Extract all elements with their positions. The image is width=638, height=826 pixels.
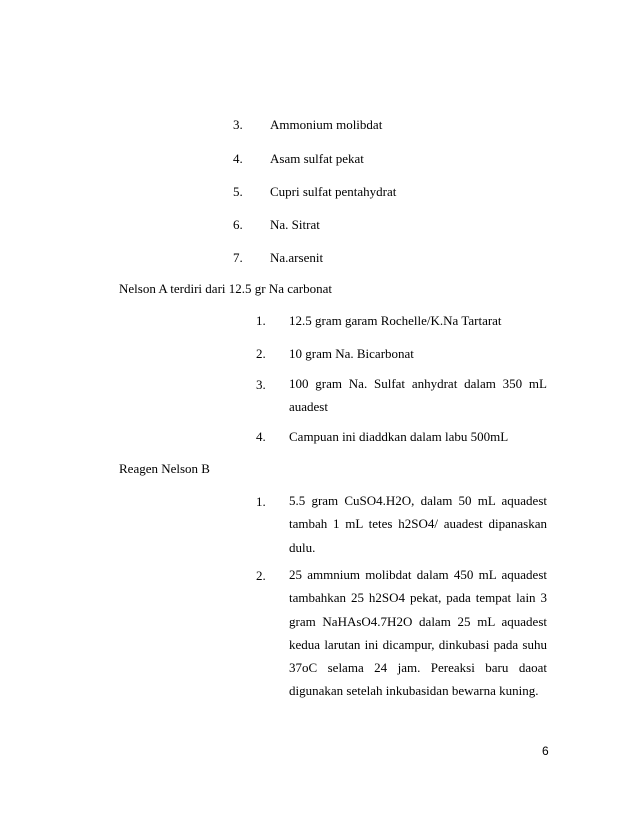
list-a-item-text: Asam sulfat pekat	[270, 151, 364, 166]
list-a-item-number: 6.	[233, 217, 243, 232]
list-b-item-text: Campuan ini diaddkan dalam labu 500mL	[289, 429, 509, 444]
list-b-item-number: 4.	[256, 429, 266, 444]
list-c-item-number: 1.	[256, 494, 266, 509]
list-a-item-text: Ammonium molibdat	[270, 117, 383, 132]
list-c-item-text: 25 ammnium molibdat dalam 450 mL aquadest tambahkan 25 h2SO4 pekat, pada tempat lain 3 gram NaHAsO4.7H2O dalam 25 mL aquadest kedua larutan ini dicampur, dinkubasi pada suhu 37oC selama 24 jam. Pereaksi baru daoat digunakan setelah inkubasidan bewarna kuning.	[289, 567, 547, 699]
list-a-item-number: 7.	[233, 250, 243, 265]
nelson-b-heading: Reagen Nelson B	[119, 461, 210, 476]
nelson-a-heading: Nelson A terdiri dari 12.5 gr Na carbonat	[119, 281, 332, 296]
list-b-item-text: 100 gram Na. Sulfat anhydrat dalam 350 mL auadest	[289, 376, 547, 415]
list-b-item-number: 2.	[256, 346, 266, 361]
list-b-item-number: 3.	[256, 377, 266, 392]
list-b-item-text: 12.5 gram garam Rochelle/K.Na Tartarat	[289, 313, 502, 328]
page-number: 6	[542, 744, 549, 758]
list-a-item-number: 4.	[233, 151, 243, 166]
list-b-item-number: 1.	[256, 313, 266, 328]
list-a-item-number: 5.	[233, 184, 243, 199]
list-a-item-number: 3.	[233, 117, 243, 132]
list-a-item-text: Na.arsenit	[270, 250, 324, 265]
list-b-item-text: 10 gram Na. Bicarbonat	[289, 346, 414, 361]
list-a-item-text: Na. Sitrat	[270, 217, 320, 232]
list-c-item-number: 2.	[256, 568, 266, 583]
list-a-item-text: Cupri sulfat pentahydrat	[270, 184, 397, 199]
list-c-item-text: 5.5 gram CuSO4.H2O, dalam 50 mL aquadest tambah 1 mL tetes h2SO4/ auadest dipanaskan dulu.	[289, 493, 547, 555]
